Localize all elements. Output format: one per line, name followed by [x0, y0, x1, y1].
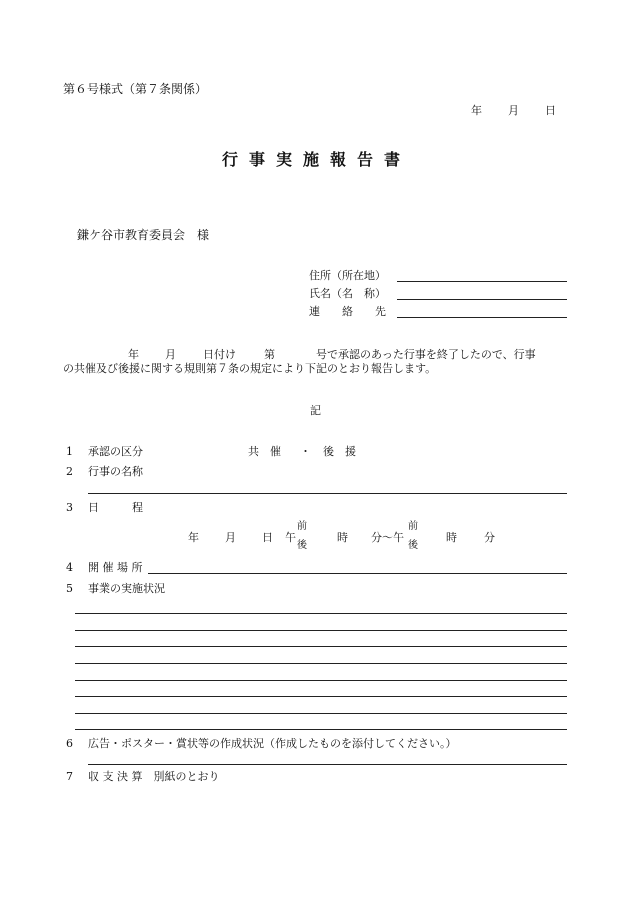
item-6-number: 6	[66, 737, 73, 750]
item-1-label: 承認の区分	[88, 445, 143, 458]
status-line-6[interactable]	[75, 696, 567, 697]
name-field[interactable]	[397, 299, 567, 300]
document-title: 行事実施報告書	[222, 150, 412, 169]
event-name-field[interactable]	[88, 493, 567, 494]
body-month: 月	[165, 348, 176, 361]
schedule-year: 年	[188, 531, 199, 544]
body-no: 第	[264, 348, 275, 361]
date-day-label: 日	[545, 104, 556, 117]
status-line-7[interactable]	[75, 713, 567, 714]
address-label: 住所（所在地）	[309, 269, 386, 282]
item-5-number: 5	[66, 582, 73, 595]
date-month-label: 月	[508, 104, 519, 117]
status-line-3[interactable]	[75, 646, 567, 647]
body-year: 年	[128, 348, 139, 361]
schedule-day: 日	[262, 531, 273, 544]
option-sponsor[interactable]: 共 催	[248, 445, 281, 458]
name-label: 氏名（名 称）	[309, 287, 386, 300]
form-number: 第６号様式（第７条関係）	[63, 82, 208, 96]
date-year-label: 年	[471, 104, 482, 117]
item-3-number: 3	[66, 501, 73, 514]
item-3-label: 日 程	[88, 501, 143, 514]
body-line1-rest: 号で承認のあった行事を終了したので、行事	[316, 348, 536, 361]
item-7-number: 7	[66, 770, 73, 783]
item-4-label: 開 催 場 所	[88, 561, 143, 574]
body-day: 日付け	[203, 348, 236, 361]
item-7-label: 収 支 決 算 別紙のとおり	[88, 770, 220, 783]
item-2-label: 行事の名称	[88, 465, 143, 478]
status-line-5[interactable]	[75, 680, 567, 681]
item-1-number: 1	[66, 445, 73, 458]
schedule-pm-end[interactable]: 後	[408, 540, 418, 551]
schedule-hour-start: 時	[337, 531, 348, 544]
schedule-month: 月	[225, 531, 236, 544]
schedule-go-start: 午	[285, 531, 296, 544]
ki-heading: 記	[310, 404, 321, 417]
status-line-1[interactable]	[75, 613, 567, 614]
contact-label: 連 絡 先	[309, 305, 386, 318]
status-line-4[interactable]	[75, 663, 567, 664]
body-line2: の共催及び後援に関する規則第７条の規定により下記のとおり報告します。	[63, 362, 437, 375]
address-field[interactable]	[397, 281, 567, 282]
option-separator: ・	[300, 445, 311, 458]
schedule-hour-end: 時	[446, 531, 457, 544]
item-6-label: 広告・ポスター・賞状等の作成状況（作成したものを添付してください。）	[88, 737, 457, 750]
option-support[interactable]: 後 援	[323, 445, 356, 458]
addressee: 鎌ケ谷市教育委員会 様	[77, 228, 210, 242]
schedule-pm-start[interactable]: 後	[297, 540, 307, 551]
schedule-minute-end: 分	[484, 531, 495, 544]
schedule-am-start[interactable]: 前	[297, 521, 307, 532]
item-4-number: 4	[66, 561, 73, 574]
item-2-number: 2	[66, 465, 73, 478]
venue-field[interactable]	[148, 573, 567, 574]
contact-field[interactable]	[397, 317, 567, 318]
schedule-am-end[interactable]: 前	[408, 521, 418, 532]
promo-materials-field[interactable]	[88, 764, 567, 765]
schedule-minute-to: 分～午	[371, 531, 404, 544]
status-line-8[interactable]	[75, 729, 567, 730]
status-line-2[interactable]	[75, 630, 567, 631]
item-5-label: 事業の実施状況	[88, 582, 165, 595]
